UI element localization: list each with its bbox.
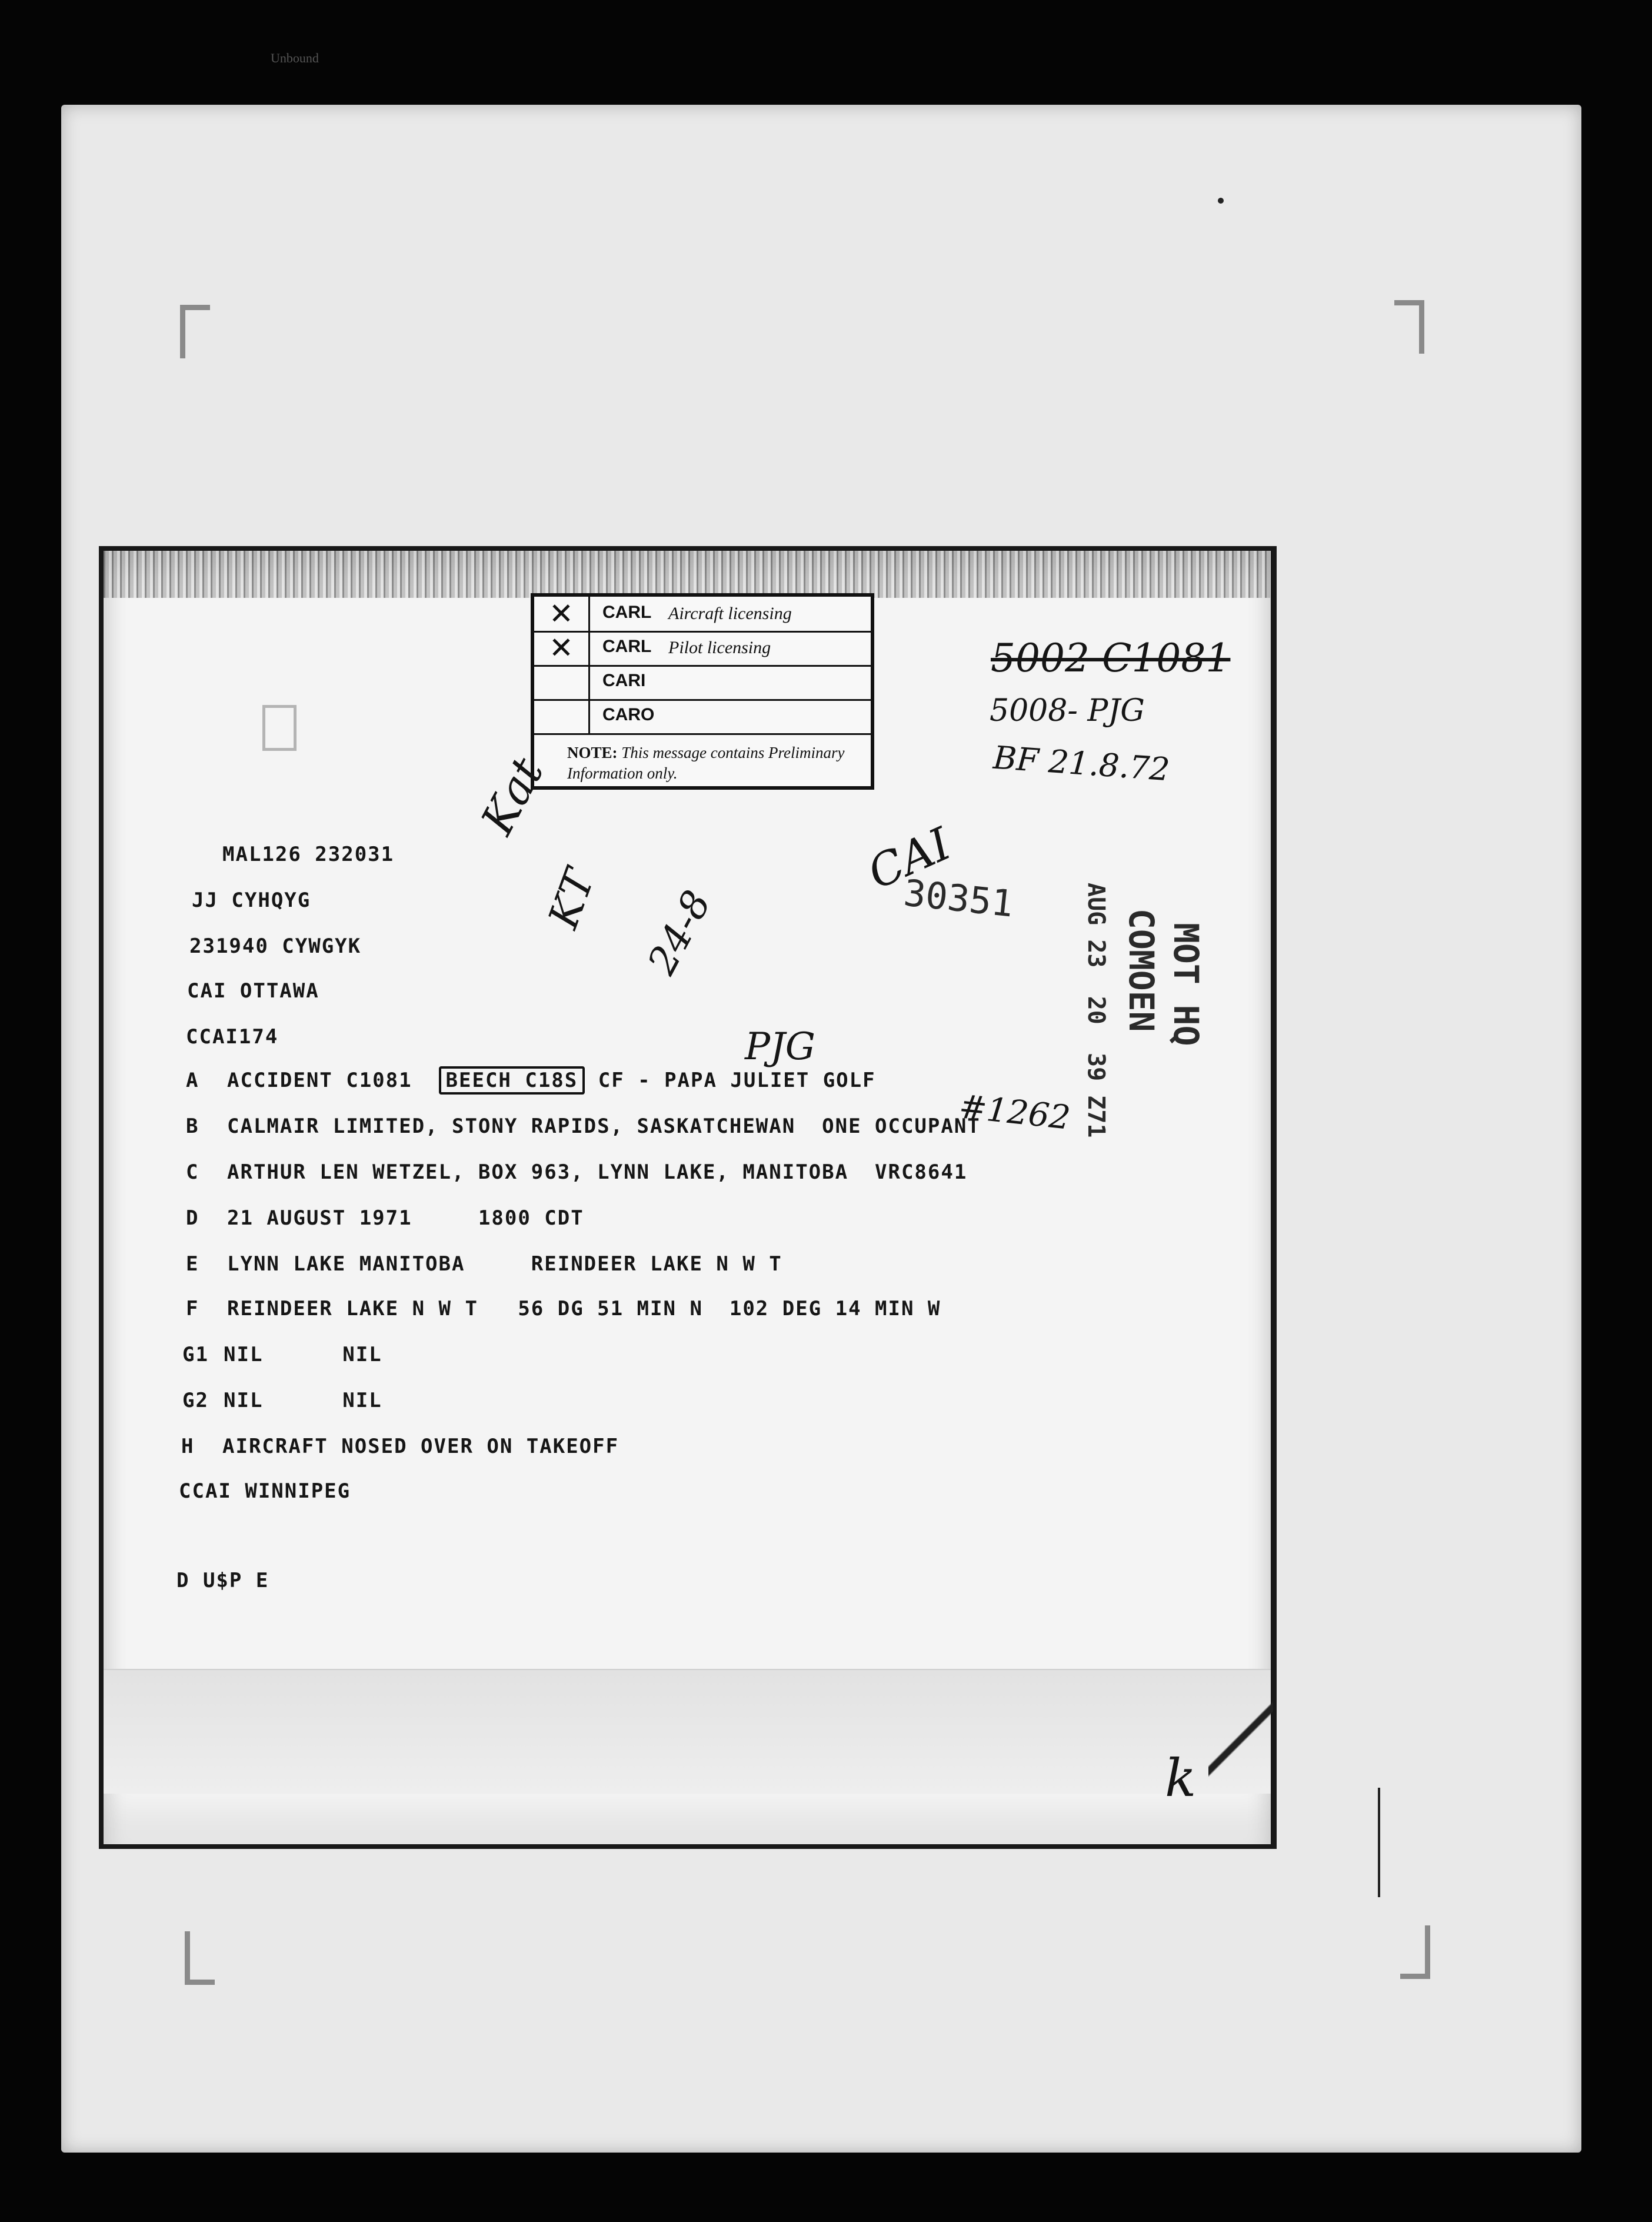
field-text: NIL NIL — [224, 1343, 382, 1366]
aircraft-type-boxed: BEECH C18S — [439, 1066, 585, 1095]
message-field-c — [186, 1160, 967, 1184]
handwritten-corner-initial: k — [1165, 1748, 1197, 1808]
crop-mark-top-right — [1394, 300, 1424, 354]
routing-row — [534, 665, 871, 701]
field-text: ARTHUR LEN WETZEL, BOX 963, LYNN LAKE, MANITOBA VRC8641 — [227, 1160, 968, 1184]
handwritten-pjg-note: PJG — [745, 1025, 815, 1069]
field-text: LYNN LAKE MANITOBA REINDEER LAKE N W T — [227, 1252, 782, 1276]
routing-box — [531, 593, 874, 790]
sheet-top-band — [104, 551, 1271, 598]
handwritten-file-ref-struck: 5002 C1081 — [991, 636, 1231, 681]
margin-line — [1378, 1788, 1380, 1897]
sheet-corner-fold — [1208, 1669, 1273, 1845]
field-key: B — [186, 1115, 199, 1138]
crop-mark-bottom-right — [1400, 1925, 1430, 1979]
faint-stamp-mark — [262, 705, 297, 751]
message-header-line: 231940 CYWGYK — [189, 934, 362, 958]
message-header-line: MAL126 232031 — [222, 843, 395, 866]
routing-row — [534, 631, 871, 667]
field-key: E — [186, 1252, 199, 1276]
stamp-received-date: AUG 23 20 39 Z71 — [1083, 883, 1110, 1138]
field-text: 21 AUGUST 1971 1800 CDT — [227, 1206, 584, 1230]
routing-code: CARO — [602, 705, 655, 724]
message-field-a — [186, 1069, 876, 1092]
handwritten-date-note: 24-8 — [639, 883, 720, 982]
sheet-bottom-band — [104, 1669, 1271, 1794]
field-text: NIL NIL — [224, 1389, 382, 1412]
field-text: REINDEER LAKE N W T 56 DG 51 MIN N 102 DEG 14 MIN W — [227, 1297, 941, 1320]
stamp-received-line1: MOT HQ — [1166, 923, 1206, 1046]
handwritten-initials-date: BF 21.8.72 — [992, 739, 1171, 789]
routing-check — [534, 699, 590, 733]
message-field-f — [186, 1297, 941, 1320]
field-key: D — [186, 1206, 199, 1230]
handwritten-file-ref: 5008- PJG — [990, 693, 1145, 729]
stamp-received-line2: COMOEN — [1121, 909, 1161, 1032]
message-header-line: JJ CYHQYG — [192, 889, 311, 912]
field-key: H — [181, 1435, 195, 1458]
field-text: CF - PAPA JULIET GOLF — [598, 1069, 876, 1092]
routing-row — [534, 597, 871, 633]
routing-desc: Pilot licensing — [668, 638, 771, 657]
message-header-line: CAI OTTAWA — [187, 979, 319, 1003]
field-text: AIRCRAFT NOSED OVER ON TAKEOFF — [222, 1435, 620, 1458]
field-text: ACCIDENT C1081 — [227, 1069, 412, 1092]
message-footer-line: CCAI WINNIPEG — [179, 1479, 351, 1503]
field-text: CALMAIR LIMITED, STONY RAPIDS, SASKATCHEWAN ONE OCCUPANT — [227, 1115, 981, 1138]
message-header-line: CCAI174 — [186, 1025, 279, 1049]
field-key: A — [186, 1069, 199, 1092]
routing-check: ✕ — [534, 597, 590, 631]
message-field-g2 — [182, 1389, 382, 1412]
dust-speck — [1218, 198, 1224, 204]
routing-code: CARL — [602, 637, 652, 656]
handwritten-ref-number: #1262 — [957, 1087, 1073, 1137]
handwritten-initials-left: Kat — [471, 749, 554, 843]
handwritten-cai-note: CAI — [860, 817, 958, 900]
routing-code: CARI — [602, 671, 646, 690]
field-key: F — [186, 1297, 199, 1320]
routing-row — [534, 699, 871, 735]
routing-note — [567, 743, 861, 784]
routing-note-text: This message contains Preliminary Information only. — [567, 744, 845, 782]
routing-check: ✕ — [534, 631, 590, 665]
crop-mark-top-left — [180, 305, 210, 358]
field-key: G2 — [182, 1389, 209, 1412]
message-field-g1 — [182, 1343, 382, 1366]
message-field-h — [181, 1435, 619, 1458]
stamp-number: 30351 — [901, 871, 1015, 926]
routing-note-label: NOTE: — [567, 744, 618, 761]
field-key: G1 — [182, 1343, 209, 1366]
message-field-e — [186, 1252, 782, 1276]
handwritten-initials-mid: KT — [539, 863, 604, 935]
routing-check — [534, 665, 590, 699]
scan-top-label: Unbound — [271, 51, 319, 65]
message-field-d — [186, 1206, 584, 1230]
message-footer-line: D U$P E — [176, 1569, 269, 1592]
crop-mark-bottom-left — [185, 1931, 215, 1985]
field-key: C — [186, 1160, 199, 1184]
message-field-b — [186, 1115, 981, 1138]
routing-desc: Aircraft licensing — [668, 604, 792, 623]
routing-code: CARL — [602, 603, 652, 622]
